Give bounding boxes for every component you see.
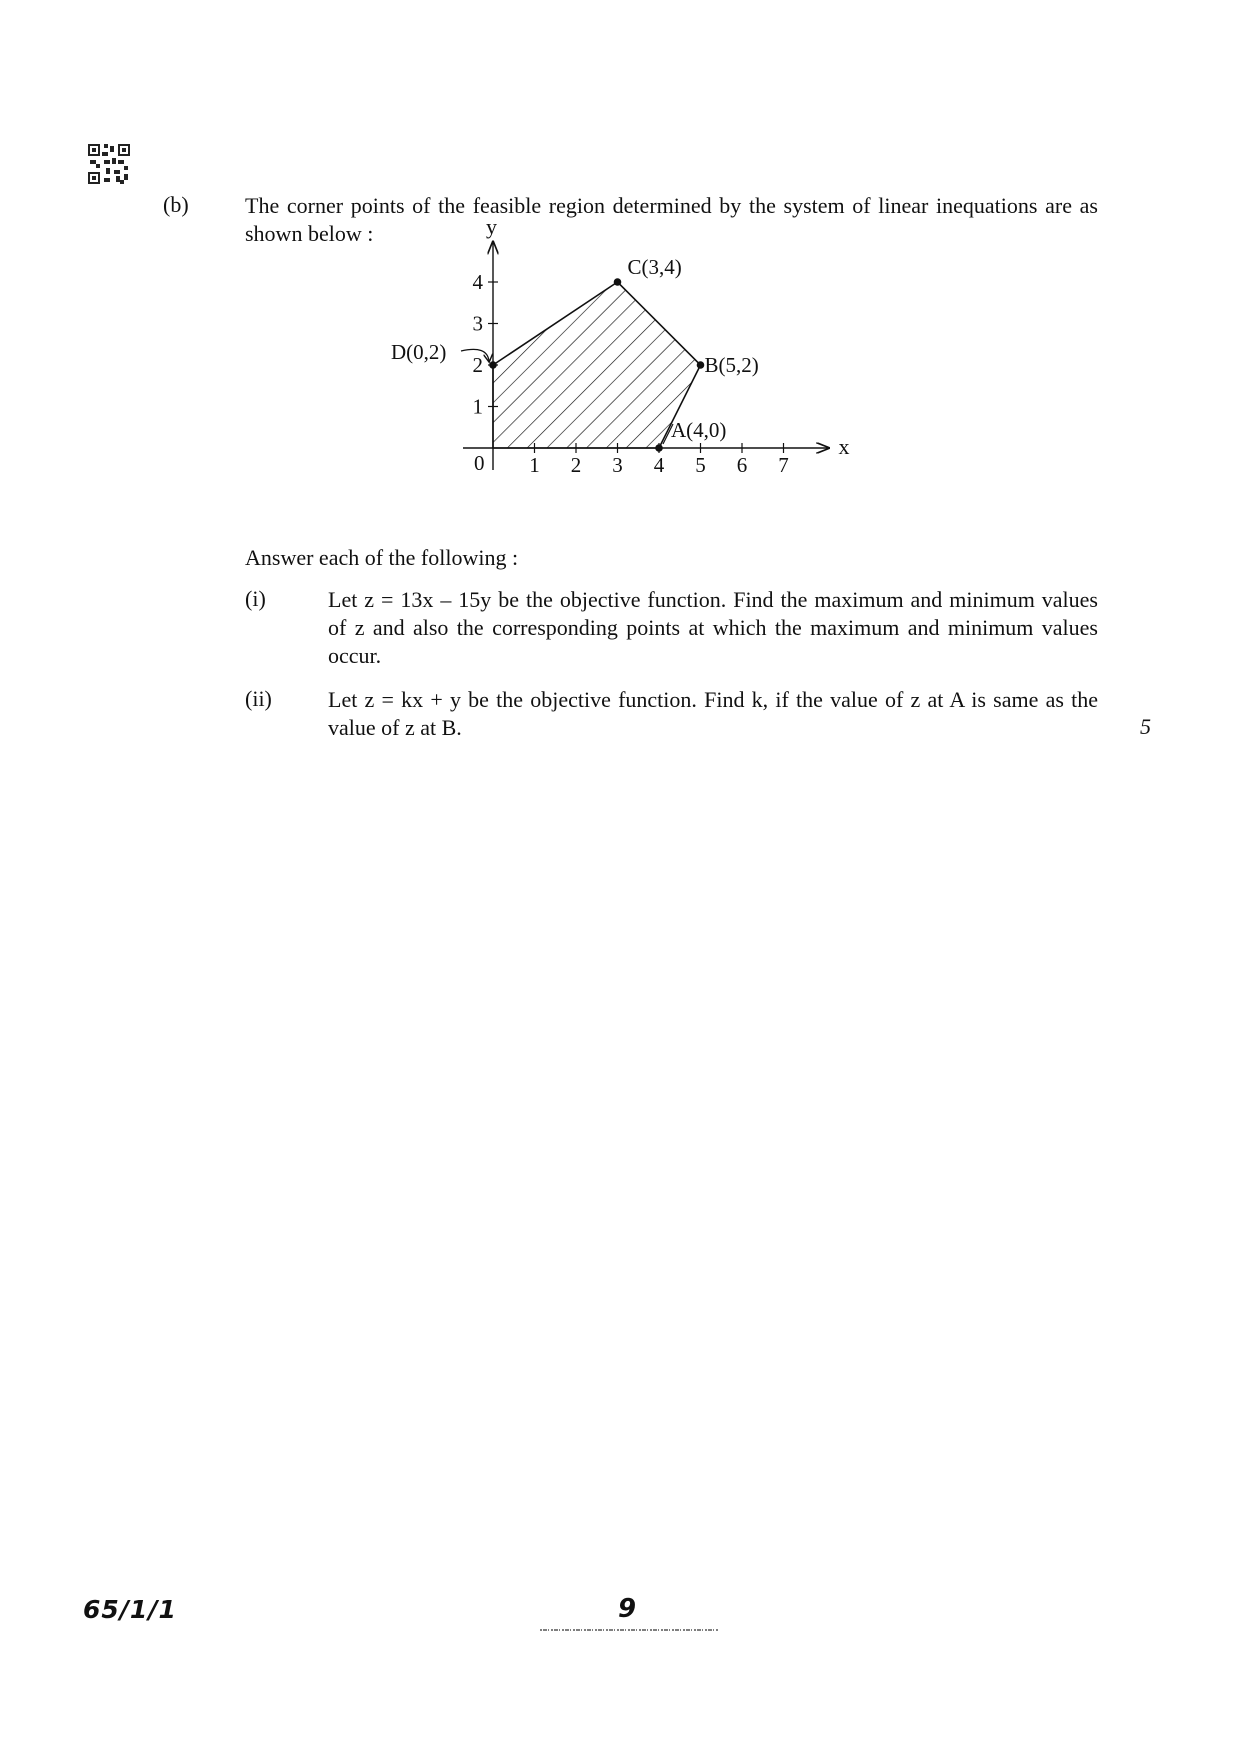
part-i-text: Let z = 13x – 15y be the objective function. Find the maximum and minimum values of z and also the corresponding points at which the maximum and minimum values occur. [328, 587, 1098, 668]
origin-label: 0 [474, 451, 485, 475]
corner-point-a [655, 444, 663, 452]
answer-instruction: Answer each of the following : [245, 545, 519, 570]
x-tick-label: 1 [529, 453, 540, 477]
x-tick-label: 3 [612, 453, 623, 477]
x-tick-label: 4 [653, 453, 665, 477]
y-tick-label: 4 [472, 270, 483, 294]
corner-label-d: D(0,2) [391, 340, 447, 364]
y-tick-label: 1 [472, 394, 483, 419]
y-tick-label: 2 [472, 353, 483, 377]
x-tick-label: 5 [695, 453, 706, 477]
y-axis-label: y [486, 214, 497, 239]
x-tick-label: 7 [778, 453, 789, 477]
part-ii-text: Let z = kx + y be the objective function. Find k, if the value of z at A is same as the value of z at B. [328, 687, 1098, 740]
corner-point-c [614, 278, 622, 286]
qr-code-icon [88, 144, 130, 184]
footer-security-strip [540, 1628, 718, 1632]
part-ii-label: (ii) [245, 686, 272, 711]
corner-label-c: C(3,4) [627, 255, 682, 279]
feasible-region [493, 282, 701, 448]
page-number: 9 [618, 1594, 637, 1624]
y-tick-label: 3 [472, 311, 483, 336]
corner-point-b [697, 361, 705, 369]
corner-label-b: B(5,2) [704, 353, 759, 377]
paper-code: 65/1/1 [83, 1595, 177, 1624]
question-label: (b) [163, 192, 189, 217]
x-tick-label: 6 [736, 453, 748, 477]
x-tick-label: 2 [570, 453, 582, 477]
corner-label-a: A(4,0) [671, 418, 727, 442]
marks: 5 [1140, 714, 1151, 739]
question-intro: The corner points of the feasible region determined by the system of linear inequations are as shown below : [245, 193, 1098, 246]
part-i-label: (i) [245, 586, 266, 611]
x-axis-label: x [838, 434, 850, 459]
corner-point-d [489, 361, 497, 369]
feasible-region-chart [380, 214, 880, 538]
